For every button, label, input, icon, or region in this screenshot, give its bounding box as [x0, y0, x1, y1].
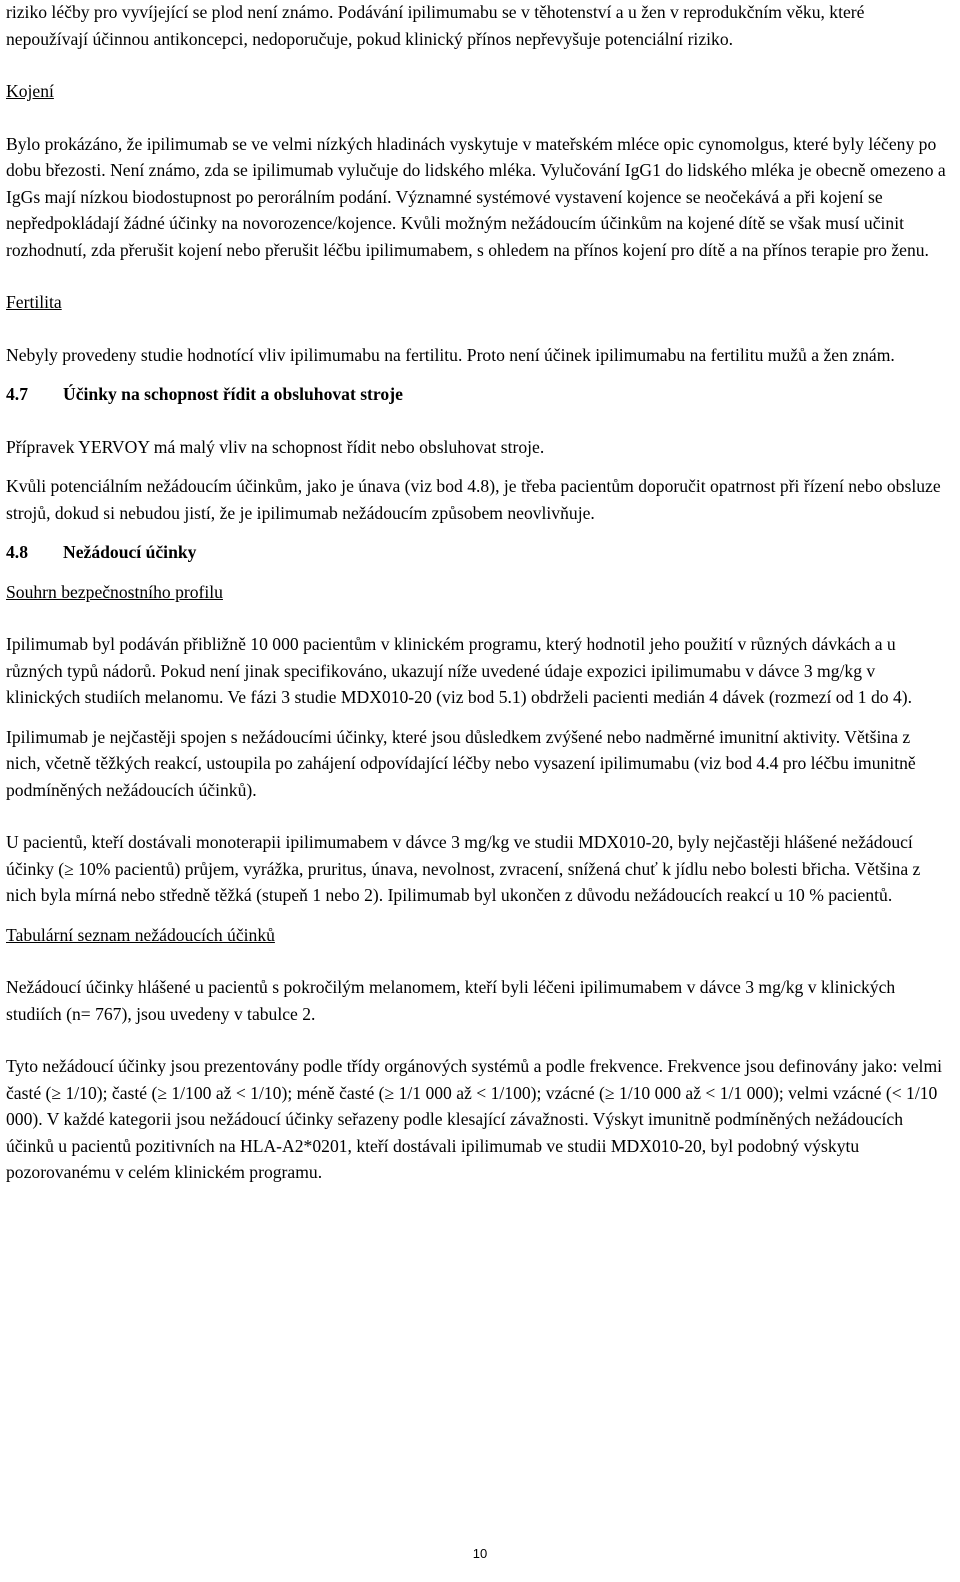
heading-4-7-number: 4.7 [6, 384, 28, 404]
section-title-kojeni: Kojení [6, 81, 54, 101]
paragraph-driving-caution: Kvůli potenciálním nežádoucím účinkům, jako je únava (viz bod 4.8), je třeba pacientům doporučit opatrnost při řízení nebo obsluze strojů, dokud si nebudou jistí, že je ipilimumab nežádoucím způsobem neovlivňuje. [6, 476, 941, 523]
page-number: 10 [472, 1546, 488, 1561]
paragraph-immune-activity: Ipilimumab je nejčastěji spojen s nežádoucími účinky, které jsou důsledkem zvýšené nebo nadměrné imunitní aktivity. Většina z nich, včetně těžkých reakcí, ustoupila po zahájení odpovídající léčby nebo vysazení ipilimumabu (viz bod 4.4 pro léčbu imunitně podmíněných nežádoucích účinků). [6, 726, 916, 800]
paragraph-frequency-definitions: Tyto nežádoucí účinky jsou prezentovány podle třídy orgánových systémů a podle frekvence. Frekvence jsou definovány jako: velmi časté (≥ 1/10); časté (≥ 1/100 až < 1/10); méně časté (≥ 1/1 000 až < 1/100); vzácné (≥ 1/10 000 až < 1/1 000); velmi vzácné (< 1/10 000). V každé kategorii jsou nežádoucí účinky seřazeny podle klesající závažnosti. Výskyt imunitně podmíněných nežádoucích účinků u pacientů pozitivních na HLA-A2*0201, kteří dostávali ipilimumab ve studii MDX010-20, byl podobný výskytu pozorovanému v celém klinickém programu. [6, 1056, 943, 1182]
paragraph-reported-effects: Nežádoucí účinky hlášené u pacientů s pokročilým melanomem, kteří byli léčeni ipilimumabem v dávce 3 mg/kg v klinických studiích (n= 767), jsou uvedeny v tabulce 2. [6, 977, 896, 1024]
heading-4-8 [6, 539, 946, 566]
document-page [6, 0, 946, 1186]
heading-4-7 [6, 381, 946, 408]
paragraph-common-effects: U pacientů, kteří dostávali monoterapii ipilimumabem v dávce 3 mg/kg ve studii MDX010-20, byly nejčastěji hlášené nežádoucí účinky (≥ 10% pacientů) průjem, vyrážka, pruritus, únava, nevolnost, zvracení, snížená chuť k jídlu nebo bolesti břicha. Většina z nich byla mírná nebo středně těžká (stupeň 1 nebo 2). Ipilimumab byl ukončen z důvodu nežádoucích reakcí u 10 % pacientů. [6, 832, 921, 905]
heading-4-8-title: Nežádoucí účinky [63, 542, 197, 562]
heading-4-8-number: 4.8 [6, 542, 28, 562]
paragraph-yervoy-driving: Přípravek YERVOY má malý vliv na schopnost řídit nebo obsluhovat stroje. [6, 436, 545, 457]
section-title-fertilita: Fertilita [6, 292, 62, 312]
paragraph-pregnancy-risk: riziko léčby pro vyvíjející se plod není známo. Podávání ipilimumabu se v těhotenství a u žen v reprodukčním věku, které nepoužívají účinnou antikoncepci, nedoporučuje, pokud klinický přínos nepřevyšuje potenciální riziko. [6, 2, 865, 49]
paragraph-safety-summary: Ipilimumab byl podáván přibližně 10 000 pacientům v klinickém programu, který hodnotil jeho použití v různých dávkách a u různých typů nádorů. Pokud není jinak specifikováno, ukazují níže uvedené údaje expozici ipilimumabu v dávce 3 mg/kg v klinických studiích melanomu. Ve fázi 3 studie MDX010-20 (viz bod 5.1) obdrželi pacienti medián 4 dávek (rozmezí od 1 do 4). [6, 634, 913, 707]
heading-4-7-title: Účinky na schopnost řídit a obsluhovat stroje [63, 384, 403, 404]
section-title-souhrn: Souhrn bezpečnostního profilu [6, 581, 223, 602]
paragraph-fertilita: Nebyly provedeny studie hodnotící vliv ipilimumabu na fertilitu. Proto není účinek ipilimumabu na fertilitu mužů a žen znám. [6, 344, 895, 365]
section-title-tabularni: Tabulární seznam nežádoucích účinků [6, 924, 275, 945]
paragraph-kojeni: Bylo prokázáno, že ipilimumab se ve velmi nízkých hladinách vyskytuje v mateřském mléce opic cynomolgus, které byly léčeny po dobu březosti. Není známo, zda se ipilimumab vylučuje do lidského mléka. Vylučování IgG1 do lidského mléka je obecně omezeno a IgGs mají nízkou biodostupnost po perorálním podání. Významné systémové vystavení kojence se neočekává a při kojení se nepředpokládají žádné účinky na novorozence/kojence. Kvůli možným nežádoucím účinkům na kojené dítě se však musí učinit rozhodnutí, zda přerušit kojení nebo přerušit léčbu ipilimumabem, s ohledem na přínos kojení pro dítě a na přínos terapie pro ženu. [6, 133, 946, 260]
